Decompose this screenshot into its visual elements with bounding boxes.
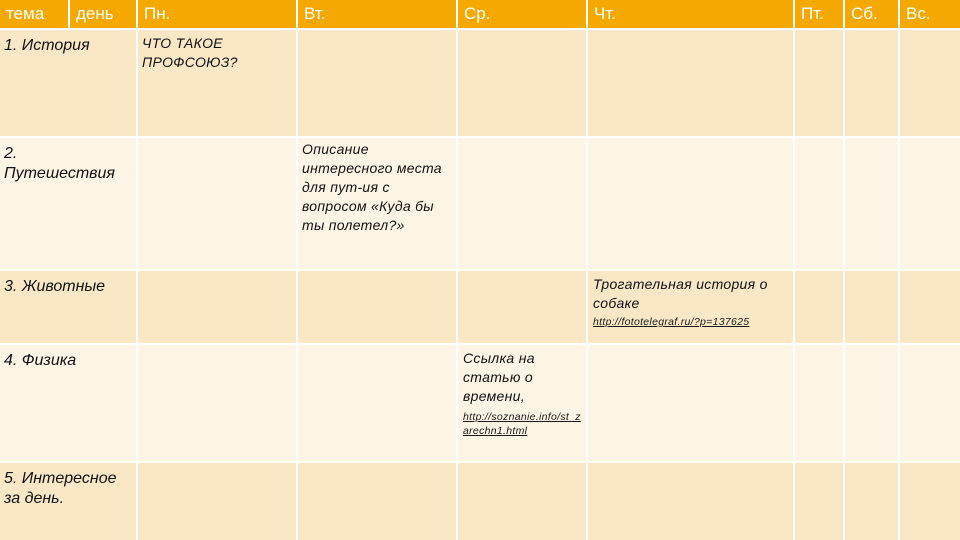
cell-r5-fri	[795, 463, 845, 540]
row-topic-2-label: 2. Путешествия	[4, 145, 115, 182]
cell-r4-wed	[458, 345, 588, 463]
cell-r2-wed	[458, 138, 588, 271]
header-thu-label: Чт.	[594, 4, 616, 23]
header-day-label: день	[76, 4, 114, 23]
header-mon-label: Пн.	[144, 4, 171, 23]
cell-r2-sun	[900, 138, 960, 271]
header-fri	[795, 0, 845, 30]
row-topic-4	[0, 345, 138, 463]
entry-r4-text: Ссылка на статью о времени,	[463, 350, 535, 404]
cell-r5-mon	[138, 463, 298, 540]
header-tue	[298, 0, 458, 30]
cell-r4-tue	[298, 345, 458, 463]
cell-r1-mon	[138, 30, 298, 138]
cell-r3-sun	[900, 271, 960, 345]
header-sun	[900, 0, 960, 30]
cell-r1-sun	[900, 30, 960, 138]
header-fri-label: Пт.	[801, 4, 824, 23]
row-topic-2	[0, 138, 138, 271]
cell-r3-thu	[588, 271, 795, 345]
cell-r3-wed	[458, 271, 588, 345]
header-sat	[845, 0, 900, 30]
cell-r4-sat	[845, 345, 900, 463]
header-topic-label: тема	[6, 4, 45, 23]
header-topic	[0, 0, 70, 30]
cell-r3-tue	[298, 271, 458, 345]
row-topic-1-label: 1. История	[4, 37, 90, 54]
header-tue-label: Вт.	[304, 4, 326, 23]
cell-r5-tue	[298, 463, 458, 540]
header-sun-label: Вс.	[906, 4, 931, 23]
cell-r1-sat	[845, 30, 900, 138]
header-day	[70, 0, 138, 30]
header-sat-label: Сб.	[851, 4, 878, 23]
entry-r1-text: ЧТО ТАКОЕ ПРОФСОЮЗ?	[142, 35, 238, 70]
row-topic-5-label: 5. Интересное за день.	[4, 470, 117, 507]
cell-r4-thu	[588, 345, 795, 463]
header-wed-label: Ср.	[464, 4, 491, 23]
entry-r3-link[interactable]: http://fototelegraf.ru/?p=137625	[593, 316, 750, 328]
cell-r2-sat	[845, 138, 900, 271]
cell-r2-mon	[138, 138, 298, 271]
cell-r3-fri	[795, 271, 845, 345]
header-thu	[588, 0, 795, 30]
cell-r2-fri	[795, 138, 845, 271]
cell-r3-sat	[845, 271, 900, 345]
cell-r3-mon	[138, 271, 298, 345]
cell-r1-wed	[458, 30, 588, 138]
cell-r5-sun	[900, 463, 960, 540]
cell-r1-fri	[795, 30, 845, 138]
cell-r4-fri	[795, 345, 845, 463]
entry-r3-text: Трогательная история о собаке	[593, 276, 768, 311]
entry-r4-link[interactable]: http://soznanie.info/st_zarechn1.html	[463, 411, 581, 437]
cell-r1-thu	[588, 30, 795, 138]
cell-r2-thu	[588, 138, 795, 271]
cell-r4-sun	[900, 345, 960, 463]
cell-r5-wed	[458, 463, 588, 540]
row-topic-3-label: 3. Животные	[4, 278, 106, 295]
header-wed	[458, 0, 588, 30]
header-mon	[138, 0, 298, 30]
row-topic-3	[0, 271, 138, 345]
cell-r4-mon	[138, 345, 298, 463]
cell-r5-thu	[588, 463, 795, 540]
row-topic-1	[0, 30, 138, 138]
entry-r2-text: Описание интересного места для пут-ия с вопросом «Куда бы ты полетел?»	[302, 141, 442, 233]
cell-r5-sat	[845, 463, 900, 540]
row-topic-4-label: 4. Физика	[4, 352, 77, 369]
cell-r1-tue	[298, 30, 458, 138]
row-topic-5	[0, 463, 138, 540]
cell-r2-tue	[298, 138, 458, 271]
